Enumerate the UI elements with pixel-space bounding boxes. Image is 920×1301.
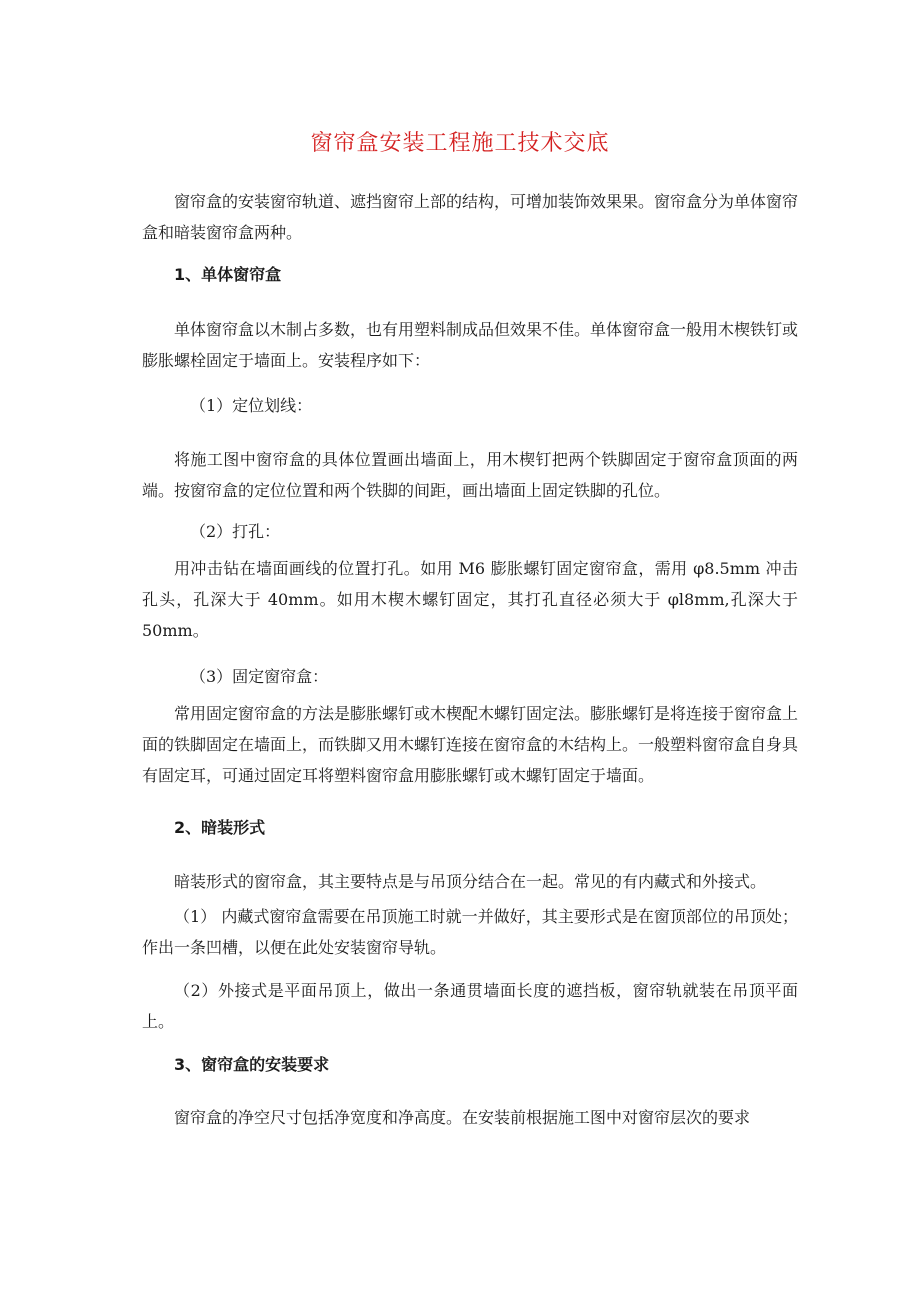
section-1-paragraph: 单体窗帘盒以木制占多数，也有用塑料制成品但效果不佳。单体窗帘盒一般用木楔铁钉或膨胀螺栓固定于墙面上。安装程序如下： bbox=[142, 320, 799, 370]
step-1-title: （1）定位划线： bbox=[190, 396, 313, 415]
step-2-text: 用冲击钻在墙面画线的位置打孔。如用 M6 膨胀螺钉固定窗帘盒，需用 φ8.5mm 冲击孔头，孔深大于 40mm。如用木楔木螺钉固定，其打孔直径必须大于 φl8mm,孔深大于 50mm。 bbox=[142, 559, 798, 640]
section-2-paragraph: 暗装形式的窗帘盒，其主要特点是与吊顶分结合在一起。常见的有内藏式和外接式。 bbox=[174, 872, 767, 891]
page-title: 窗帘盒安装工程施工技术交底 bbox=[310, 131, 610, 156]
step-1-text: 将施工图中窗帘盒的具体位置画出墙面上，用木楔钉把两个铁脚固定于窗帘盒顶面的两端。按窗帘盒的定位位置和两个铁脚的间距，画出墙面上固定铁脚的孔位。 bbox=[142, 450, 798, 500]
section-3-paragraph: 窗帘盒的净空尺寸包括净宽度和净高度。在安装前根据施工图中对窗帘层次的要求 bbox=[174, 1108, 751, 1127]
step-3-title: （3）固定窗帘盒： bbox=[190, 667, 329, 686]
section-2-item-2: （2）外接式是平面吊顶上，做出一条通贯墙面长度的遮挡板，窗帘轨就装在吊顶平面上。 bbox=[142, 981, 798, 1031]
intro-paragraph: 窗帘盒的安装窗帘轨道、遮挡窗帘上部的结构，可增加装饰效果果。窗帘盒分为单体窗帘盒和暗装窗帘盒两种。 bbox=[142, 192, 799, 242]
section-1-heading: 1、单体窗帘盒 bbox=[174, 265, 282, 284]
section-2-item-1: （1） 内藏式窗帘盒需要在吊顶施工时就一并做好，其主要形式是在窗顶部位的吊顶处；作出一条凹槽，以便在此处安装窗帘导轨。 bbox=[142, 907, 798, 957]
step-2-title: （2）打孔： bbox=[190, 522, 281, 541]
step-3-text: 常用固定窗帘盒的方法是膨胀螺钉或木楔配木螺钉固定法。膨胀螺钉是将连接于窗帘盒上面的铁脚固定在墙面上，而铁脚又用木螺钉连接在窗帘盒的木结构上。一般塑料窗帘盒自身具有固定耳，可通过固定耳将塑料窗帘盒用膨胀螺钉或木螺钉固定于墙面。 bbox=[142, 704, 799, 785]
section-3-heading: 3、窗帘盒的安装要求 bbox=[174, 1055, 330, 1074]
section-2-heading: 2、暗装形式 bbox=[174, 818, 266, 837]
